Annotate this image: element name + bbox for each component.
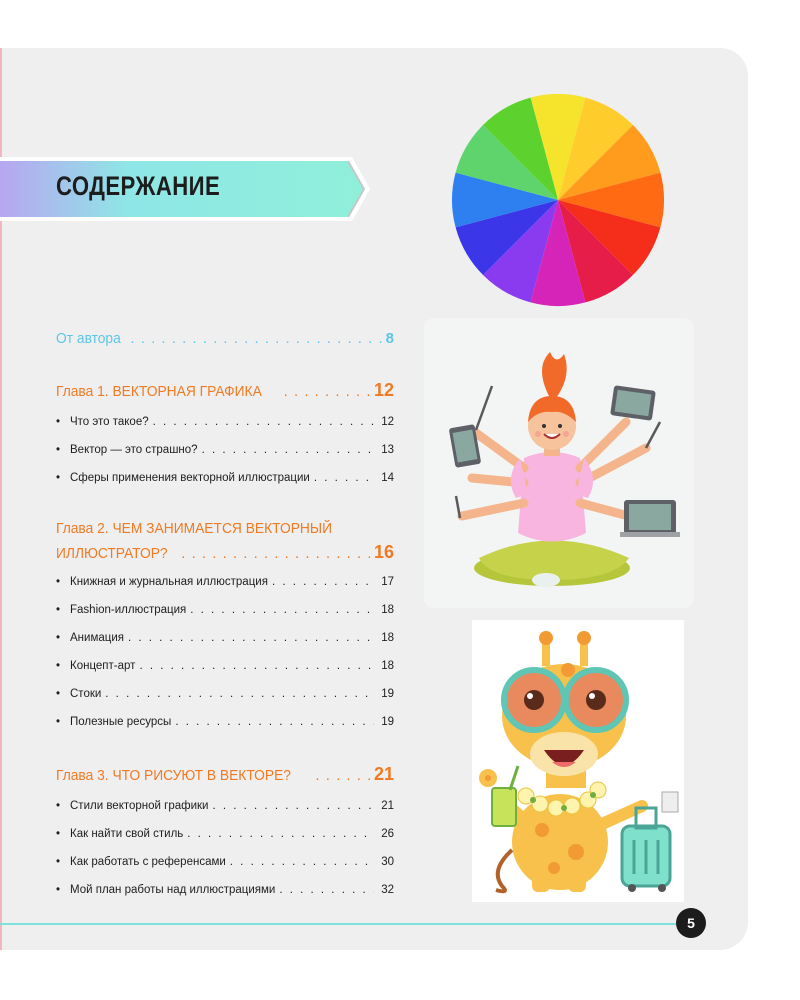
giraffe-illustration xyxy=(472,620,684,902)
toc-item-page: 14 xyxy=(381,472,394,484)
chapter-page: 16 xyxy=(373,542,394,562)
bullet: • xyxy=(56,800,61,812)
toc-item[interactable] xyxy=(56,416,394,428)
leader-dots xyxy=(230,856,374,868)
leader-dots xyxy=(284,383,370,400)
toc-item[interactable] xyxy=(56,688,394,700)
toc-item-label: Fashion-иллюстрация xyxy=(70,604,187,616)
toc-item-label: Концепт-арт xyxy=(70,660,136,672)
toc-item-page: 19 xyxy=(381,716,394,728)
bottom-rule xyxy=(0,923,676,925)
bullet: • xyxy=(56,660,61,672)
woman-with-devices-icon xyxy=(424,318,694,608)
toc-item[interactable] xyxy=(56,444,394,456)
chapter-title: Глава 1. ВЕКТОРНАЯ ГРАФИКА xyxy=(56,383,262,400)
leader-dots xyxy=(187,828,374,840)
toc-item-page: 13 xyxy=(381,444,394,456)
toc-item[interactable] xyxy=(56,856,394,868)
chapter-title: Глава 2. ЧЕМ ЗАНИМАЕТСЯ ВЕКТОРНЫЙ xyxy=(56,520,333,537)
toc-item-page: 18 xyxy=(381,632,394,644)
toc-item-label: Вектор — это страшно? xyxy=(70,444,198,456)
bullet: • xyxy=(56,688,61,700)
toc-item-page: 12 xyxy=(381,416,394,428)
toc-item-label: Стоки xyxy=(70,688,102,700)
toc-item-label: Анимация xyxy=(70,632,124,644)
giraffe-with-suitcase-icon xyxy=(472,620,684,902)
leader-dots xyxy=(315,767,370,784)
leader-dots xyxy=(190,604,374,616)
bullet: • xyxy=(56,884,61,896)
leader-dots xyxy=(212,800,374,812)
bullet: • xyxy=(56,632,61,644)
toc-chapter-1[interactable] xyxy=(56,380,394,401)
bullet: • xyxy=(56,828,61,840)
bullet: • xyxy=(56,444,61,456)
toc-item-label: Что это такое? xyxy=(70,416,149,428)
page-title: СОДЕРЖАНИЕ xyxy=(56,171,221,201)
leader-dots xyxy=(139,660,374,672)
toc-author-page: 8 xyxy=(385,330,394,347)
bullet: • xyxy=(56,604,61,616)
toc-item-label: Как найти свой стиль xyxy=(70,828,184,840)
toc-item[interactable] xyxy=(56,604,394,616)
bullet: • xyxy=(56,416,61,428)
toc-item-page: 32 xyxy=(381,884,394,896)
page-number-badge: 5 xyxy=(676,908,706,938)
toc-item[interactable] xyxy=(56,576,394,588)
leader-dots xyxy=(105,688,374,700)
leader-dots xyxy=(279,884,374,896)
toc-item-label: Книжная и журнальная иллюстрация xyxy=(70,576,268,588)
toc-chapter-2[interactable] xyxy=(56,542,394,563)
toc-item[interactable] xyxy=(56,632,394,644)
toc-item-page: 18 xyxy=(381,660,394,672)
toc-item-page: 17 xyxy=(381,576,394,588)
chapter-title: Глава 3. ЧТО РИСУЮТ В ВЕКТОРЕ? xyxy=(56,767,291,784)
toc-item-label: Стили векторной графики xyxy=(70,800,209,812)
chapter-title: ИЛЛЮСТРАТОР? xyxy=(56,545,168,562)
color-wheel-icon xyxy=(444,92,672,312)
toc-item[interactable] xyxy=(56,884,394,896)
toc-item-page: 30 xyxy=(381,856,394,868)
toc-item[interactable] xyxy=(56,472,394,484)
toc-author[interactable] xyxy=(56,330,394,347)
leader-dots xyxy=(314,472,374,484)
toc-chapter-2-line-1[interactable] xyxy=(56,520,394,537)
leader-dots xyxy=(128,632,374,644)
toc-item-label: Как работать с референсами xyxy=(70,856,226,868)
leader-dots xyxy=(153,416,374,428)
toc-item-page: 26 xyxy=(381,828,394,840)
toc-item-page: 21 xyxy=(381,800,394,812)
bullet: • xyxy=(56,716,61,728)
leader-dots xyxy=(175,716,374,728)
leader-dots xyxy=(272,576,374,588)
toc-item-page: 18 xyxy=(381,604,394,616)
toc-item-label: Сферы применения векторной иллюстрации xyxy=(70,472,310,484)
toc-item[interactable] xyxy=(56,660,394,672)
toc-item[interactable] xyxy=(56,800,394,812)
toc-item-label: Полезные ресурсы xyxy=(70,716,172,728)
woman-illustration xyxy=(424,318,694,608)
toc-chapter-3[interactable] xyxy=(56,764,394,785)
leader-dots xyxy=(202,444,374,456)
chapter-page: 12 xyxy=(373,380,394,400)
leader-dots xyxy=(181,545,370,562)
toc-author-label: От автора xyxy=(56,330,121,347)
leader-dots xyxy=(130,330,381,347)
chapter-page: 21 xyxy=(373,764,394,784)
toc-item-page: 19 xyxy=(381,688,394,700)
toc-item[interactable] xyxy=(56,716,394,728)
bullet: • xyxy=(56,472,61,484)
toc-item[interactable] xyxy=(56,828,394,840)
bullet: • xyxy=(56,856,61,868)
toc-item-label: Мой план работы над иллюстрациями xyxy=(70,884,276,896)
bullet: • xyxy=(56,576,61,588)
